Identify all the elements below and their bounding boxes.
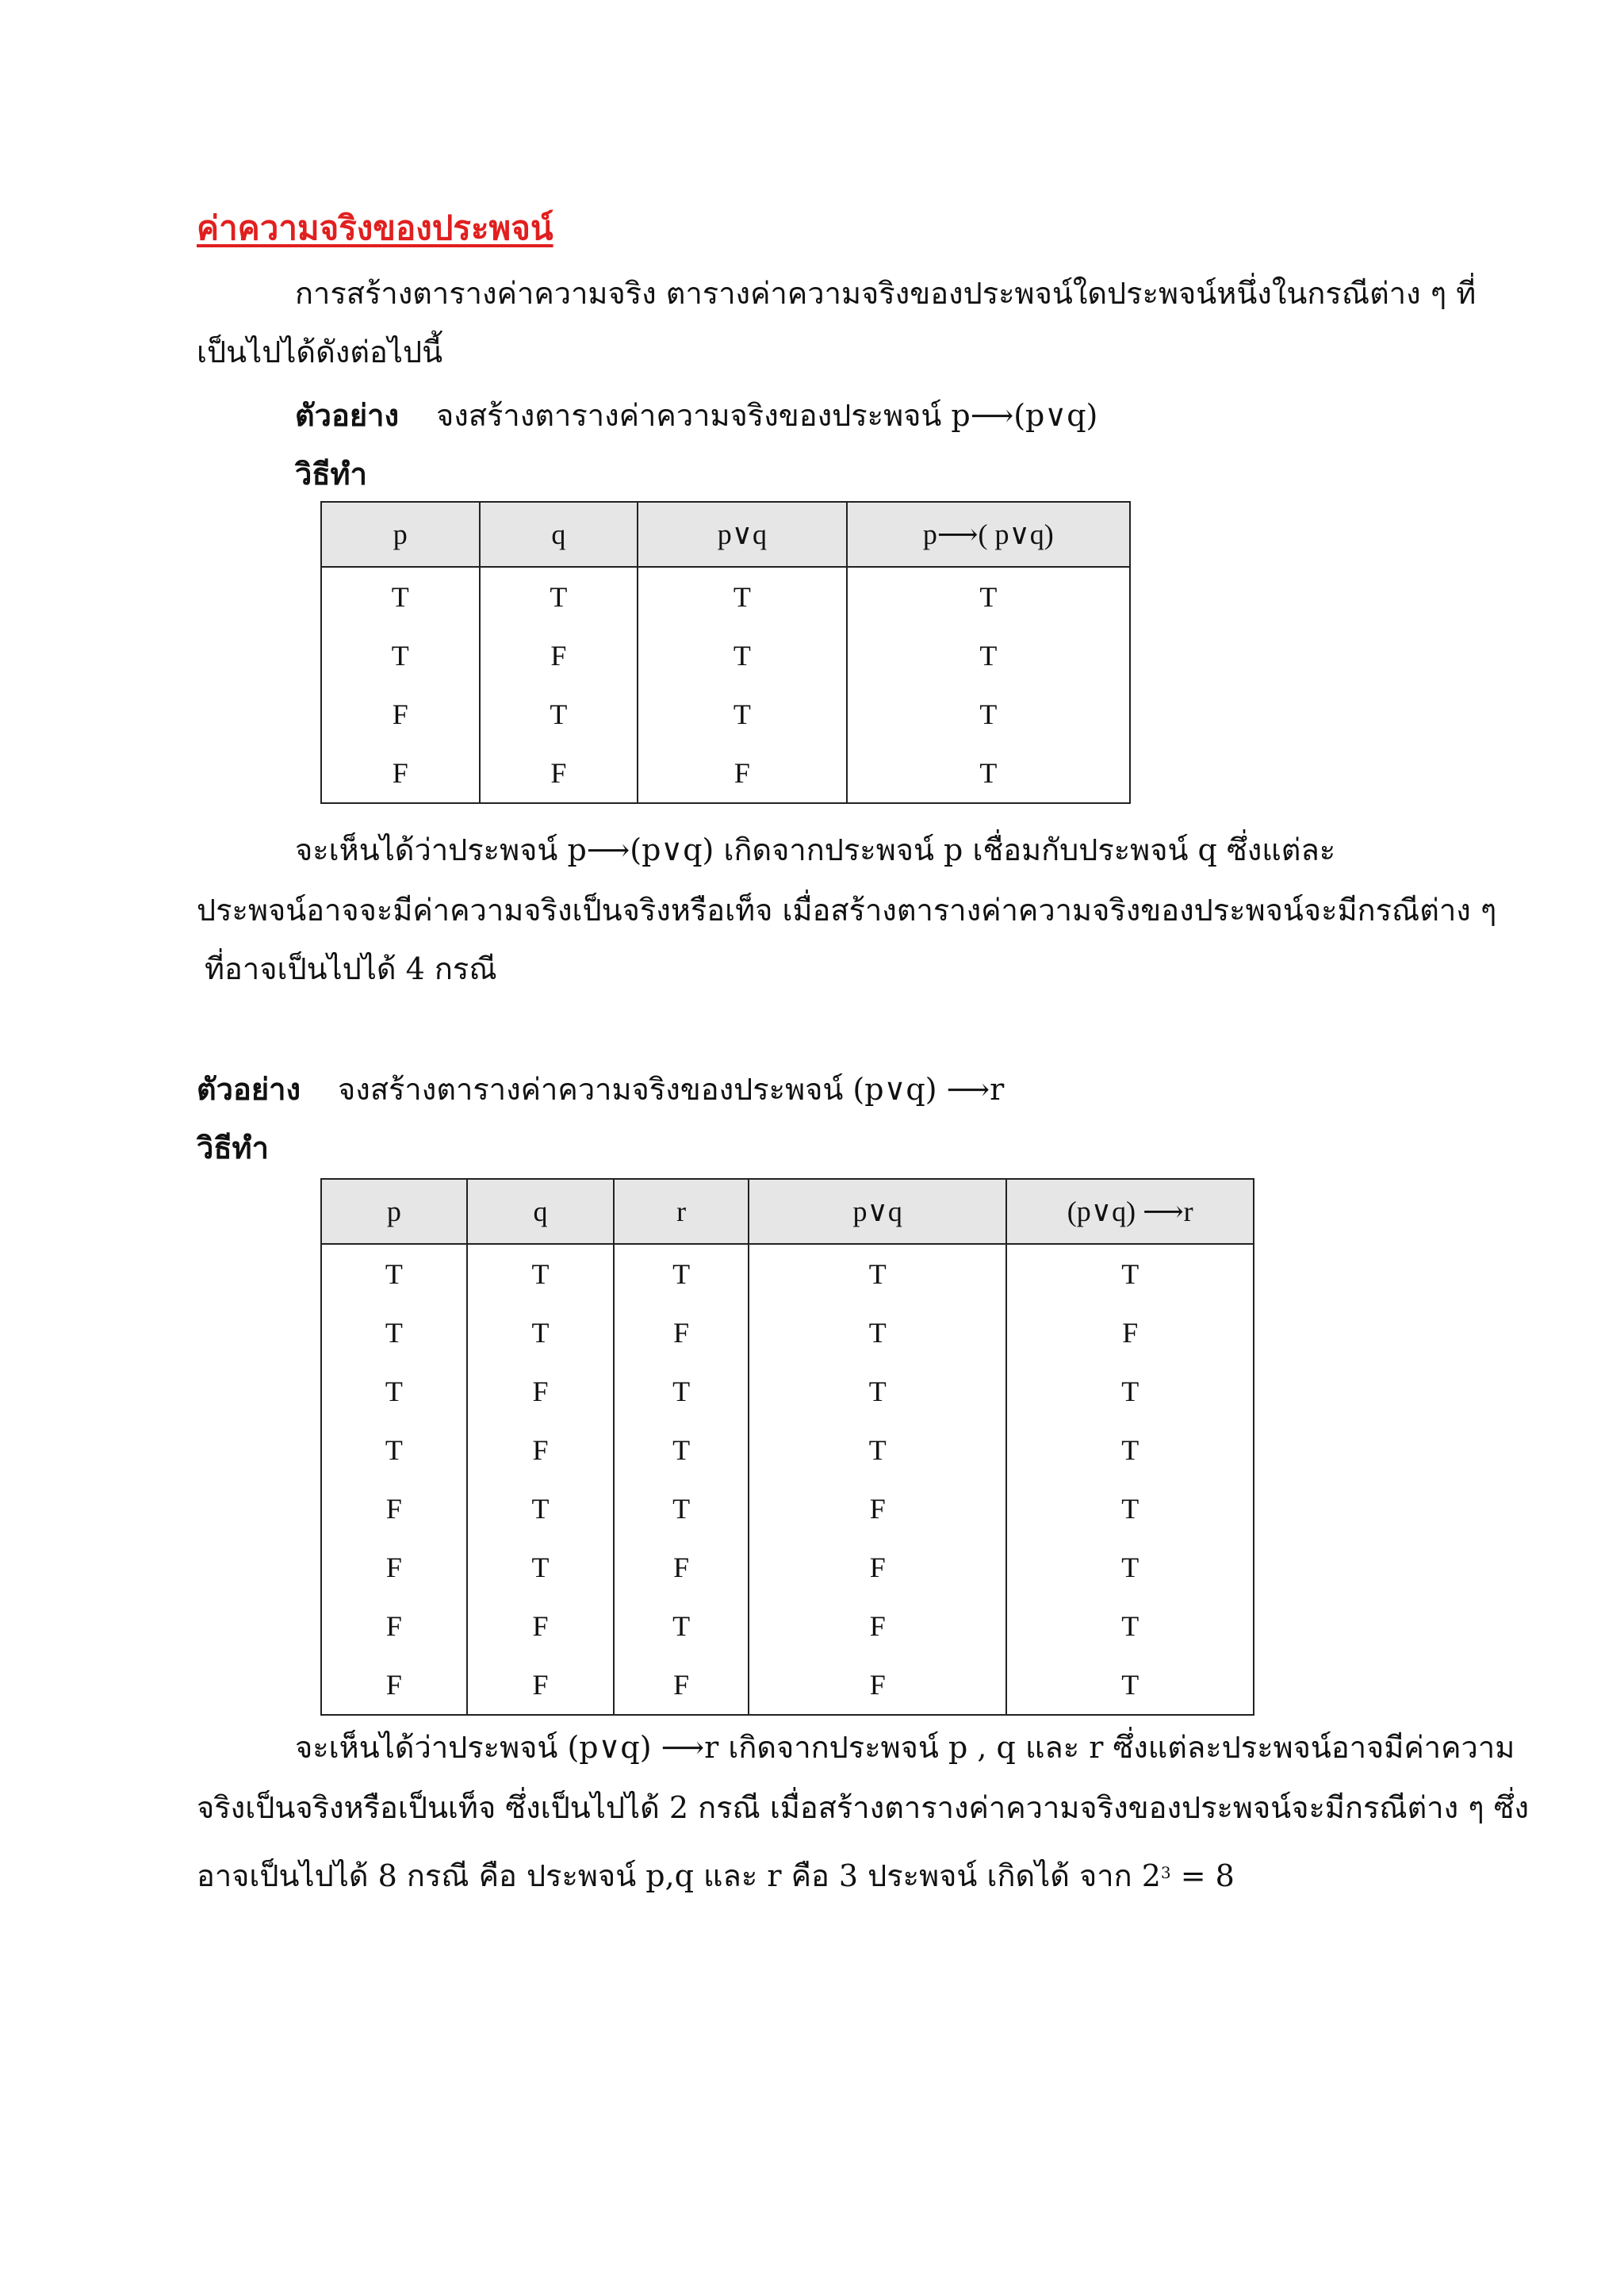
example2-explain-line-3-result: = 8 [1170, 1858, 1235, 1893]
table1-cell: F [480, 744, 638, 803]
table1-cell: F [321, 685, 480, 744]
table2-cell: F [614, 1303, 749, 1362]
table2-row [321, 1244, 1254, 1303]
exponent: 3 [1160, 1863, 1171, 1882]
intro-line-2: เป็นไปได้ดังต่อไปนี้ [197, 335, 443, 369]
table2-cell: T [1006, 1362, 1254, 1421]
table2-header-cell: p [321, 1179, 467, 1244]
table2-cell: F [749, 1479, 1006, 1538]
table2-cell: F [467, 1655, 615, 1715]
table2-cell: F [321, 1538, 467, 1597]
example2-method: วิธีทำ [197, 1130, 269, 1165]
table1-cell: T [638, 567, 847, 626]
table2-cell: T [1006, 1597, 1254, 1655]
table1-cell: T [480, 685, 638, 744]
table2-header-cell: p∨q [749, 1179, 1006, 1244]
table1-cell: T [847, 567, 1130, 626]
table1-cell: T [638, 685, 847, 744]
table1-header-cell: p∨q [638, 502, 847, 567]
truth-table-1 [320, 501, 1131, 804]
example1-label: ตัวอย่าง [295, 397, 399, 433]
table1-header-cell: p⟶( p∨q) [847, 502, 1130, 567]
table2-cell: T [321, 1362, 467, 1421]
table2-cell: T [1006, 1421, 1254, 1479]
table1-row [321, 626, 1130, 685]
table2-cell: T [467, 1303, 615, 1362]
table1-body [321, 567, 1130, 803]
table2-cell: T [614, 1479, 749, 1538]
table1-row [321, 567, 1130, 626]
example2-label: ตัวอย่าง [197, 1071, 301, 1107]
table2-row [321, 1303, 1254, 1362]
table2-cell: T [614, 1421, 749, 1479]
table2-row [321, 1421, 1254, 1479]
table2-header-row [321, 1179, 1254, 1244]
table1-cell: T [847, 744, 1130, 803]
table1-cell: T [847, 626, 1130, 685]
example1-text: จงสร้างตารางค่าความจริงของประพจน์ p⟶(p∨q) [436, 398, 1098, 433]
table1-header-cell: p [321, 502, 480, 567]
table1-row [321, 744, 1130, 803]
table2-row [321, 1479, 1254, 1538]
table2-cell: F [614, 1538, 749, 1597]
table2-cell: T [321, 1303, 467, 1362]
table1-row [321, 685, 1130, 744]
table2-cell: F [749, 1655, 1006, 1715]
table2-cell: F [321, 1655, 467, 1715]
table2-cell: F [467, 1597, 615, 1655]
table2-row [321, 1655, 1254, 1715]
table2-cell: T [749, 1303, 1006, 1362]
example2-explain-line-2: จริงเป็นจริงหรือเป็นเท็จ ซึ่งเป็นไปได้ 2 กรณี เมื่อสร้างตารางค่าความจริงของประพจน์จะมีกรณีต่าง ๆ ซึ่ง [197, 1790, 1530, 1825]
table2-cell: T [614, 1244, 749, 1303]
table2-cell: T [1006, 1538, 1254, 1597]
table2-cell: T [467, 1244, 615, 1303]
table2-row [321, 1362, 1254, 1421]
intro-line-1: การสร้างตารางค่าความจริง ตารางค่าความจริงของประพจน์ใดประพจน์หนึ่งในกรณีต่าง ๆ ที่ [295, 276, 1477, 311]
table2-cell: F [749, 1597, 1006, 1655]
table1-cell: F [321, 744, 480, 803]
table2-cell: T [467, 1479, 615, 1538]
table2-row [321, 1538, 1254, 1597]
table1-cell: T [480, 567, 638, 626]
table1-cell: F [480, 626, 638, 685]
table2-cell: T [467, 1538, 615, 1597]
table1-cell: F [638, 744, 847, 803]
table2-row [321, 1597, 1254, 1655]
example2-text: จงสร้างตารางค่าความจริงของประพจน์ (p∨q) ⟶r [338, 1072, 1005, 1107]
table2-cell: T [749, 1244, 1006, 1303]
table2-cell: T [1006, 1244, 1254, 1303]
table2-cell: F [321, 1597, 467, 1655]
table2-header-cell: (p∨q) ⟶r [1006, 1179, 1254, 1244]
table1-header-cell: q [480, 502, 638, 567]
example2-explain-line-3-text: อาจเป็นไปได้ 8 กรณี คือ ประพจน์ p,q และ r คือ 3 ประพจน์ เกิดได้ จาก 2 [197, 1858, 1161, 1893]
table2-cell: T [749, 1421, 1006, 1479]
table2-cell: T [321, 1421, 467, 1479]
table1-cell: T [321, 626, 480, 685]
table2-cell: F [614, 1655, 749, 1715]
page-title: ค่าความจริงของประพจน์ [197, 209, 553, 247]
table2-body [321, 1244, 1254, 1715]
table2-cell: T [1006, 1655, 1254, 1715]
table2-cell: F [321, 1479, 467, 1538]
table1-cell: T [638, 626, 847, 685]
table1-cell: T [847, 685, 1130, 744]
example1-explain-line-3: ที่อาจเป็นไปได้ 4 กรณี [205, 951, 497, 986]
table2-cell: T [614, 1597, 749, 1655]
example2-explain-line-1: จะเห็นได้ว่าประพจน์ (p∨q) ⟶r เกิดจากประพจน์ p , q และ r ซึ่งแต่ละประพจน์อาจมีค่าความ [295, 1730, 1515, 1765]
table1-header-row [321, 502, 1130, 567]
table2-header-cell: r [614, 1179, 749, 1244]
table2-cell: T [1006, 1479, 1254, 1538]
table2-cell: F [1006, 1303, 1254, 1362]
table2-cell: F [749, 1538, 1006, 1597]
table2-cell: F [467, 1362, 615, 1421]
table2-cell: T [749, 1362, 1006, 1421]
table2-cell: T [321, 1244, 467, 1303]
table2-header-cell: q [467, 1179, 615, 1244]
table2-cell: T [614, 1362, 749, 1421]
table2-cell: F [467, 1421, 615, 1479]
example1-method: วิธีทำ [295, 456, 367, 492]
example2-explain-line-3 [197, 1857, 1235, 1895]
table1-cell: T [321, 567, 480, 626]
example1-explain-line-2: ประพจน์อาจจะมีค่าความจริงเป็นจริงหรือเท็จ เมื่อสร้างตารางค่าความจริงของประพจน์จะมีกรณีต่าง ๆ [197, 893, 1497, 928]
example1-explain-line-1: จะเห็นได้ว่าประพจน์ p⟶(p∨q) เกิดจากประพจน์ p เชื่อมกับประพจน์ q ซึ่งแต่ละ [295, 832, 1336, 867]
truth-table-2 [320, 1178, 1254, 1716]
